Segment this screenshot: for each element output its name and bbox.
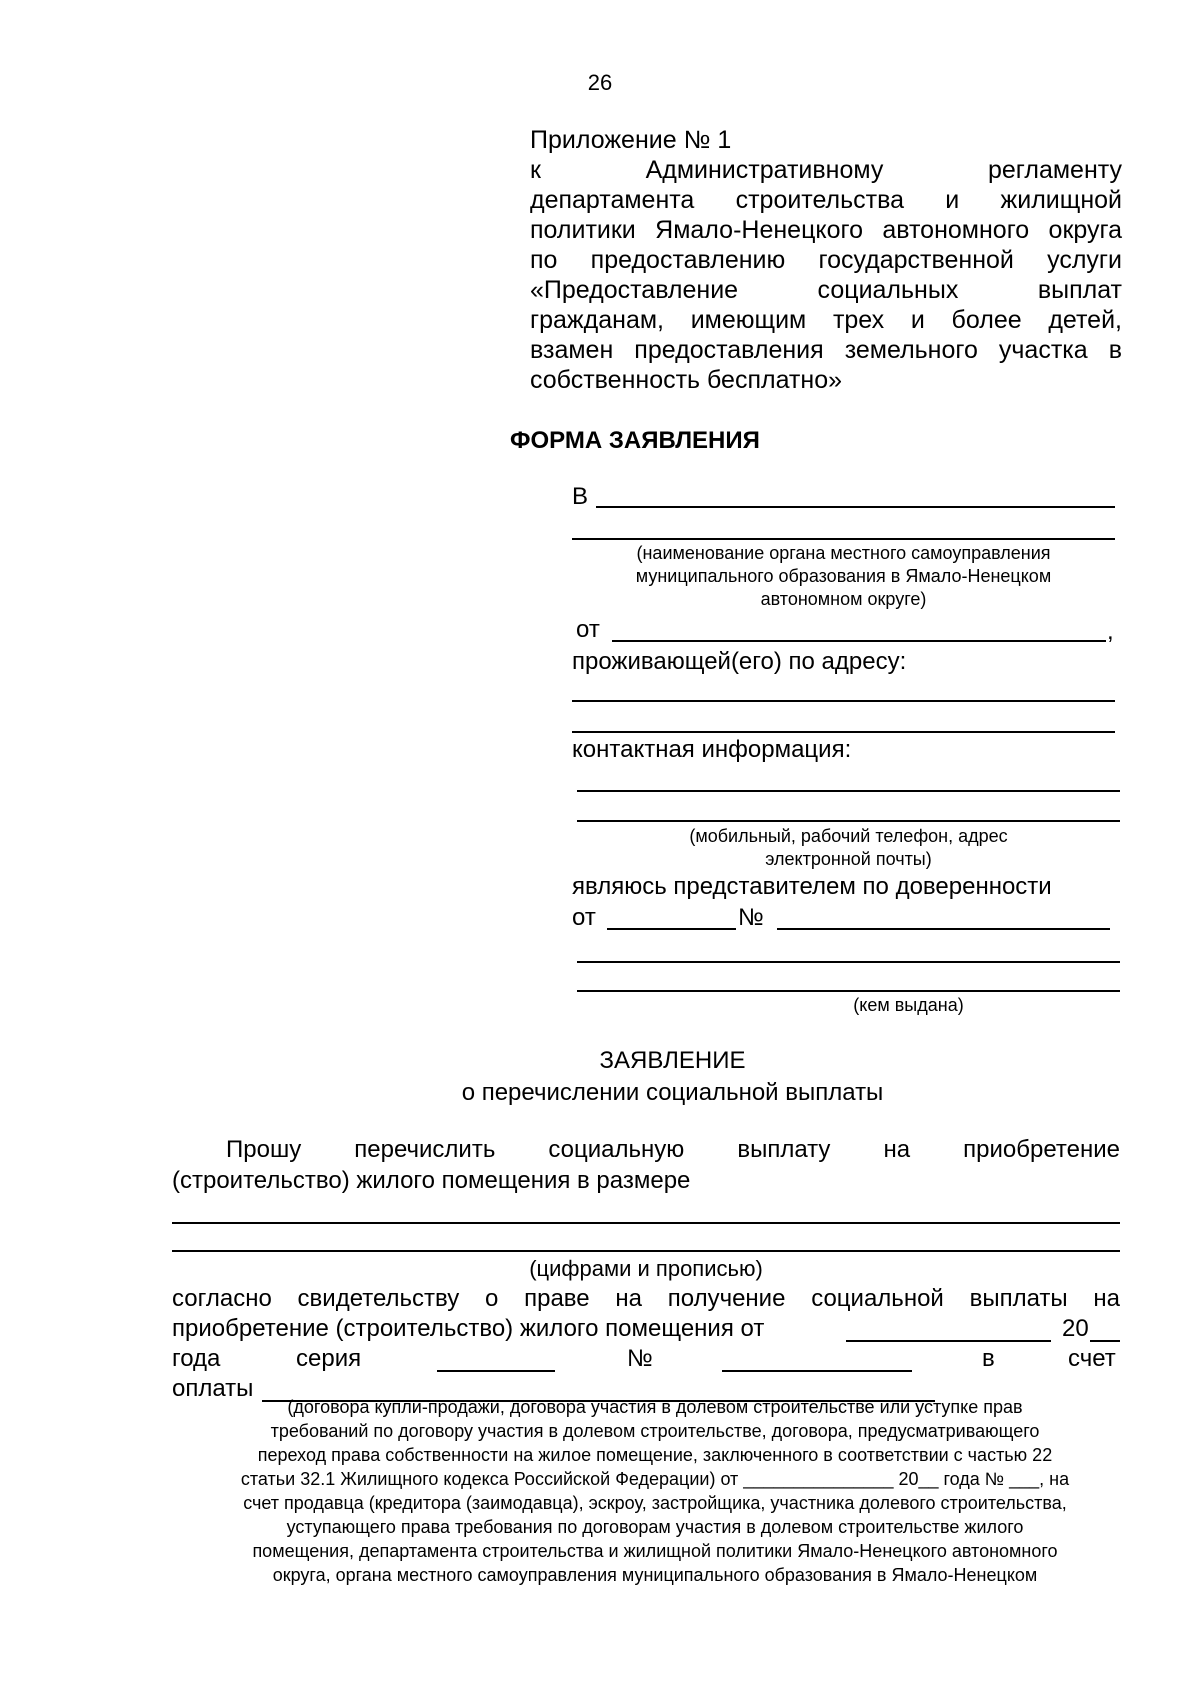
- appendix-line: к Административному регламенту: [530, 156, 1122, 184]
- amount-hint: (цифрами и прописью): [529, 1256, 763, 1281]
- issued-by-line-2[interactable]: [577, 990, 1120, 992]
- applicant-name-line[interactable]: [612, 640, 1106, 642]
- amount-line-1[interactable]: [172, 1222, 1120, 1224]
- from-comma: ,: [1107, 618, 1114, 645]
- appendix-line: гражданам, имеющим трех и более детей,: [530, 306, 1122, 334]
- appendix-line: собственность бесплатно»: [530, 366, 842, 394]
- appendix-line: Приложение № 1: [530, 126, 732, 154]
- contact-line-2[interactable]: [577, 820, 1120, 822]
- year-label: года: [172, 1345, 221, 1372]
- poa-from-label: от: [572, 904, 596, 931]
- certificate-year-prefix: 20: [1062, 1315, 1089, 1342]
- page-number: 26: [587, 70, 613, 95]
- authority-line-2[interactable]: [572, 538, 1115, 540]
- statement-subtitle: о перечислении социальной выплаты: [461, 1079, 884, 1106]
- para2-line1: согласно свидетельству о праве на получение социальной выплаты на: [172, 1285, 1120, 1312]
- representative-label: являюсь представителем по доверенности: [572, 873, 1052, 900]
- appendix-line: политики Ямало-Ненецкого автономного округа: [530, 216, 1122, 244]
- authority-hint: (наименование органа местного самоуправления муниципального образования в Ямало-Ненецком автономном округе): [635, 543, 1052, 609]
- para1-line2: (строительство) жилого помещения в размере: [172, 1167, 691, 1194]
- appendix-line: взамен предоставления земельного участка в: [530, 336, 1122, 364]
- address-line-1[interactable]: [572, 700, 1115, 702]
- statement-title: ЗАЯВЛЕНИЕ: [599, 1047, 746, 1074]
- contract-hint: (договора купли-продажи, договора участия в долевом строительстве или уступке прав требований по договору участия в долевом строительстве, договора, предусматривающего переход права собственности на жилое помещение, заключенного в соответствии с частью 22 статьи 32.1 Жилищного кодекса Российской Федерации) от _______________ 20__ года № ___, на счет продавца (кредитора (заимодавца), эскроу, застройщика, участника долевого строительства, уступающего права требования по договорам участия в долевом строительстве жилого помещения, департамента строительства и жилищной политики Ямало-Ненецкого автономного округа, органа местного самоуправления муниципального образования в Ямало-Ненецком: [240, 1397, 1070, 1585]
- form-title: ФОРМА ЗАЯВЛЕНИЯ: [510, 427, 760, 454]
- para2-line2-text: приобретение (строительство) жилого помещения от: [172, 1315, 765, 1342]
- address-line-2[interactable]: [572, 731, 1115, 733]
- residing-label: проживающей(его) по адресу:: [572, 648, 907, 675]
- poa-date-line[interactable]: [607, 928, 736, 930]
- series-line[interactable]: [437, 1370, 555, 1372]
- statement-heading: [0, 1045, 1200, 1109]
- contact-line-1[interactable]: [577, 790, 1120, 792]
- contact-hint: (мобильный, рабочий телефон, адрес электронной почты): [689, 826, 1008, 869]
- contact-label: контактная информация:: [572, 736, 852, 763]
- para1-line1: Прошу перечислить социальную выплату на приобретение: [226, 1136, 1120, 1163]
- amount-line-2[interactable]: [172, 1250, 1120, 1252]
- poa-number-line[interactable]: [777, 928, 1110, 930]
- appendix-line: департамента строительства и жилищной: [530, 186, 1122, 214]
- payment-label: оплаты: [172, 1375, 254, 1402]
- appendix-block: [530, 125, 1122, 395]
- series-label: серия: [296, 1345, 362, 1372]
- number-label: №: [627, 1345, 653, 1372]
- appendix-line: «Предоставление социальных выплат: [530, 276, 1122, 304]
- certificate-number-line[interactable]: [722, 1370, 912, 1372]
- account-label: счет: [1068, 1345, 1116, 1372]
- issued-by-hint: (кем выдана): [853, 995, 964, 1015]
- certificate-date-line[interactable]: [846, 1340, 1051, 1342]
- in-label: в: [982, 1345, 995, 1372]
- from-label: от: [576, 616, 600, 643]
- certificate-year-line[interactable]: [1090, 1340, 1120, 1342]
- to-label: В: [572, 483, 589, 510]
- issued-by-line-1[interactable]: [577, 961, 1120, 963]
- authority-line-1[interactable]: [596, 506, 1115, 508]
- poa-number-label: №: [738, 904, 764, 931]
- appendix-line: по предоставлению государственной услуги: [530, 246, 1122, 274]
